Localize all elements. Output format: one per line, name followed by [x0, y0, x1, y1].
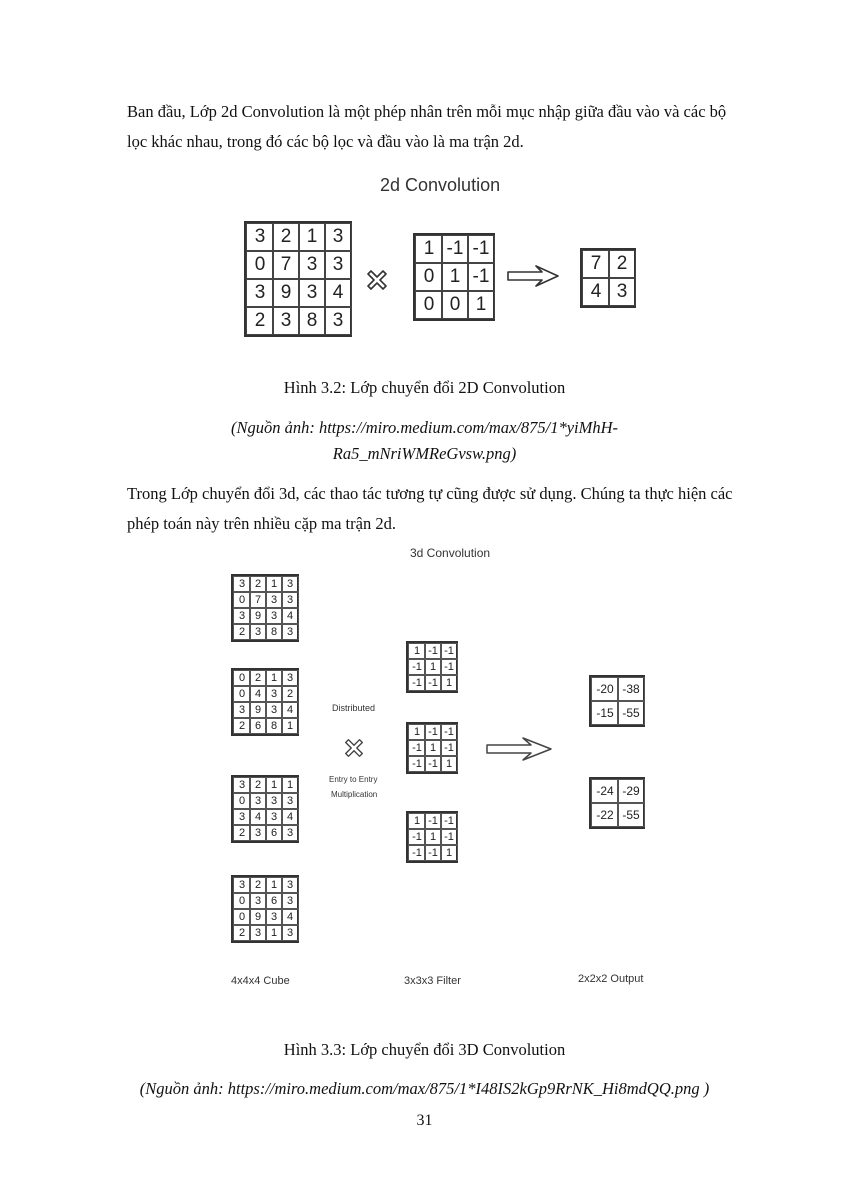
- paragraph-intro-2d: Ban đầu, Lớp 2d Convolution là một phép nhân trên mỗi mục nhập giữa đầu vào và các bộ lọc khác nhau, trong đó các bộ lọc và đầu vào là ma trận 2d.: [127, 102, 727, 151]
- figure-caption-3-3: Hình 3.3: Lớp chuyển đổi 3D Convolution: [283, 1040, 566, 1059]
- matrix-cell: -1: [408, 675, 426, 691]
- matrix-cell: -1: [408, 845, 426, 861]
- matrix-cell: 2: [233, 718, 251, 734]
- cube-slice-2: [231, 668, 299, 736]
- output-matrix-2d: [580, 248, 636, 308]
- figure-title-3d: 3d Convolution: [410, 546, 491, 560]
- matrix-cell: 1: [408, 813, 426, 829]
- matrix-cell: 8: [265, 624, 283, 640]
- matrix-cell: 3: [265, 686, 283, 702]
- matrix-cell: 3: [272, 307, 300, 335]
- matrix-cell: 1: [408, 643, 426, 659]
- matrix-cell: 3: [246, 279, 274, 307]
- matrix-cell: 3: [324, 223, 352, 251]
- matrix-cell: 3: [281, 592, 299, 608]
- matrix-cell: 1: [440, 756, 458, 772]
- matrix-cell: 3: [249, 925, 267, 941]
- matrix-cell: 2: [249, 877, 267, 893]
- matrix-cell: 3: [265, 809, 283, 825]
- matrix-cell: 3: [265, 909, 283, 925]
- matrix-cell: 2: [249, 777, 267, 793]
- matrix-cell: -55: [617, 803, 645, 827]
- matrix-cell: -22: [591, 803, 619, 827]
- matrix-cell: 4: [281, 809, 299, 825]
- matrix-cell: 1: [265, 576, 283, 592]
- figure-caption-3-2: Hình 3.2: Lớp chuyển đổi 2D Convolution: [283, 378, 566, 397]
- matrix-cell: -1: [424, 845, 442, 861]
- matrix-cell: -20: [591, 677, 619, 701]
- matrix-cell: 1: [467, 291, 495, 319]
- matrix-cell: -1: [408, 756, 426, 772]
- matrix-cell: 3: [233, 608, 251, 624]
- matrix-cell: 4: [281, 909, 299, 925]
- matrix-cell: 1: [265, 925, 283, 941]
- matrix-cell: 1: [298, 223, 326, 251]
- matrix-cell: -1: [424, 756, 442, 772]
- matrix-cell: 0: [415, 263, 443, 291]
- matrix-cell: -38: [617, 677, 645, 701]
- figure-source-3-2-line2: Ra5_mNriWMReGvsw.png): [332, 444, 517, 463]
- matrix-cell: 0: [246, 251, 274, 279]
- matrix-cell: 3: [233, 777, 251, 793]
- paragraph-intro-3d: Trong Lớp chuyển đổi 3d, các thao tác tương tự cũng được sử dụng. Chúng ta thực hiện các phép toán này trên nhiều cặp ma trận 2d.: [127, 484, 733, 533]
- matrix-cell: -1: [440, 740, 458, 756]
- matrix-cell: 0: [233, 893, 251, 909]
- figure-title-2d: 2d Convolution: [380, 175, 501, 195]
- matrix-cell: 7: [272, 251, 300, 279]
- matrix-cell: 8: [265, 718, 283, 734]
- matrix-cell: 2: [249, 670, 267, 686]
- matrix-cell: 0: [441, 291, 469, 319]
- matrix-cell: 4: [249, 686, 267, 702]
- matrix-cell: 1: [424, 829, 442, 845]
- page-number: 31: [416, 1112, 433, 1129]
- matrix-cell: -1: [440, 643, 458, 659]
- input-matrix-2d: [244, 221, 352, 337]
- filter-label: 3x3x3 Filter: [404, 975, 461, 987]
- matrix-cell: 2: [233, 925, 251, 941]
- matrix-cell: 9: [249, 608, 267, 624]
- matrix-cell: -1: [440, 724, 458, 740]
- matrix-cell: 2: [233, 624, 251, 640]
- matrix-cell: 3: [246, 223, 274, 251]
- matrix-cell: -15: [591, 701, 619, 725]
- matrix-cell: 1: [408, 724, 426, 740]
- output-slice-1: [589, 675, 645, 727]
- matrix-cell: -1: [441, 235, 469, 263]
- matrix-cell: 3: [281, 825, 299, 841]
- figure-source-3-3: (Nguồn ảnh: https://miro.medium.com/max/875/1*I48IS2kGp9RrNK_Hi8mdQQ.png ): [139, 1079, 710, 1098]
- matrix-cell: 3: [233, 877, 251, 893]
- matrix-cell: 9: [272, 279, 300, 307]
- matrix-cell: -1: [424, 643, 442, 659]
- output-slice-2: [589, 777, 645, 829]
- matrix-cell: 0: [233, 592, 251, 608]
- entry-label-line1: Entry to Entry: [329, 775, 378, 784]
- filter-matrix-2d: [413, 233, 495, 321]
- matrix-cell: 3: [265, 608, 283, 624]
- matrix-cell: 0: [233, 793, 251, 809]
- matrix-cell: -1: [424, 724, 442, 740]
- matrix-cell: 1: [424, 740, 442, 756]
- matrix-cell: 3: [281, 925, 299, 941]
- matrix-cell: 6: [265, 893, 283, 909]
- matrix-cell: -1: [467, 235, 495, 263]
- matrix-cell: 6: [265, 825, 283, 841]
- matrix-cell: 3: [281, 793, 299, 809]
- matrix-cell: 1: [281, 777, 299, 793]
- matrix-cell: 2: [272, 223, 300, 251]
- matrix-cell: 3: [281, 576, 299, 592]
- matrix-cell: 7: [249, 592, 267, 608]
- matrix-cell: 2: [246, 307, 274, 335]
- matrix-cell: 1: [424, 659, 442, 675]
- figure-source-3-2-line1: (Nguồn ảnh: https://miro.medium.com/max/875/1*yiMhH-: [230, 418, 619, 437]
- matrix-cell: 0: [233, 909, 251, 925]
- matrix-cell: 2: [608, 250, 636, 278]
- matrix-cell: -1: [424, 813, 442, 829]
- matrix-cell: -1: [408, 659, 426, 675]
- matrix-cell: 1: [440, 845, 458, 861]
- matrix-cell: 1: [265, 877, 283, 893]
- matrix-cell: -55: [617, 701, 645, 725]
- matrix-cell: 3: [265, 793, 283, 809]
- times-icon: [342, 736, 366, 765]
- matrix-cell: 8: [298, 307, 326, 335]
- matrix-cell: 2: [233, 825, 251, 841]
- matrix-cell: 3: [265, 592, 283, 608]
- matrix-cell: -1: [467, 263, 495, 291]
- matrix-cell: 3: [281, 877, 299, 893]
- matrix-cell: 4: [324, 279, 352, 307]
- matrix-cell: 0: [415, 291, 443, 319]
- distributed-label: Distributed: [332, 703, 376, 713]
- matrix-cell: 3: [281, 624, 299, 640]
- matrix-cell: 3: [281, 893, 299, 909]
- matrix-cell: 7: [582, 250, 610, 278]
- matrix-cell: -1: [424, 675, 442, 691]
- matrix-cell: -29: [617, 779, 645, 803]
- cube-slice-3: [231, 775, 299, 843]
- arrow-right-icon: [506, 263, 562, 294]
- matrix-cell: 3: [249, 624, 267, 640]
- matrix-cell: 1: [440, 675, 458, 691]
- matrix-cell: 1: [415, 235, 443, 263]
- matrix-cell: 3: [233, 809, 251, 825]
- matrix-cell: 0: [233, 686, 251, 702]
- matrix-cell: 3: [249, 893, 267, 909]
- matrix-cell: 4: [281, 608, 299, 624]
- cube-slice-1: [231, 574, 299, 642]
- arrow-right-icon: [485, 736, 555, 767]
- matrix-cell: -1: [440, 659, 458, 675]
- matrix-cell: 0: [233, 670, 251, 686]
- matrix-cell: 3: [324, 251, 352, 279]
- matrix-cell: 3: [233, 702, 251, 718]
- matrix-cell: 4: [281, 702, 299, 718]
- matrix-cell: 1: [265, 670, 283, 686]
- matrix-cell: -1: [408, 829, 426, 845]
- matrix-cell: 3: [233, 576, 251, 592]
- filter-slice-2: [406, 722, 458, 774]
- matrix-cell: -1: [408, 740, 426, 756]
- entry-label-line2: Multiplication: [331, 790, 378, 799]
- filter-slice-1: [406, 641, 458, 693]
- matrix-cell: 1: [281, 718, 299, 734]
- times-icon: [364, 267, 390, 298]
- matrix-cell: 9: [249, 909, 267, 925]
- matrix-cell: -1: [440, 829, 458, 845]
- matrix-cell: -1: [440, 813, 458, 829]
- matrix-cell: 1: [265, 777, 283, 793]
- matrix-cell: 4: [249, 809, 267, 825]
- matrix-cell: 3: [265, 702, 283, 718]
- matrix-cell: 3: [298, 279, 326, 307]
- filter-slice-3: [406, 811, 458, 863]
- cube-slice-4: [231, 875, 299, 943]
- matrix-cell: 9: [249, 702, 267, 718]
- matrix-cell: 3: [249, 825, 267, 841]
- matrix-cell: 3: [298, 251, 326, 279]
- matrix-cell: 6: [249, 718, 267, 734]
- matrix-cell: 2: [281, 686, 299, 702]
- matrix-cell: 3: [281, 670, 299, 686]
- matrix-cell: 1: [441, 263, 469, 291]
- matrix-cell: 2: [249, 576, 267, 592]
- cube-label: 4x4x4 Cube: [231, 975, 290, 987]
- output-label: 2x2x2 Output: [578, 973, 644, 985]
- matrix-cell: -24: [591, 779, 619, 803]
- matrix-cell: 4: [582, 278, 610, 306]
- matrix-cell: 3: [249, 793, 267, 809]
- matrix-cell: 3: [608, 278, 636, 306]
- matrix-cell: 3: [324, 307, 352, 335]
